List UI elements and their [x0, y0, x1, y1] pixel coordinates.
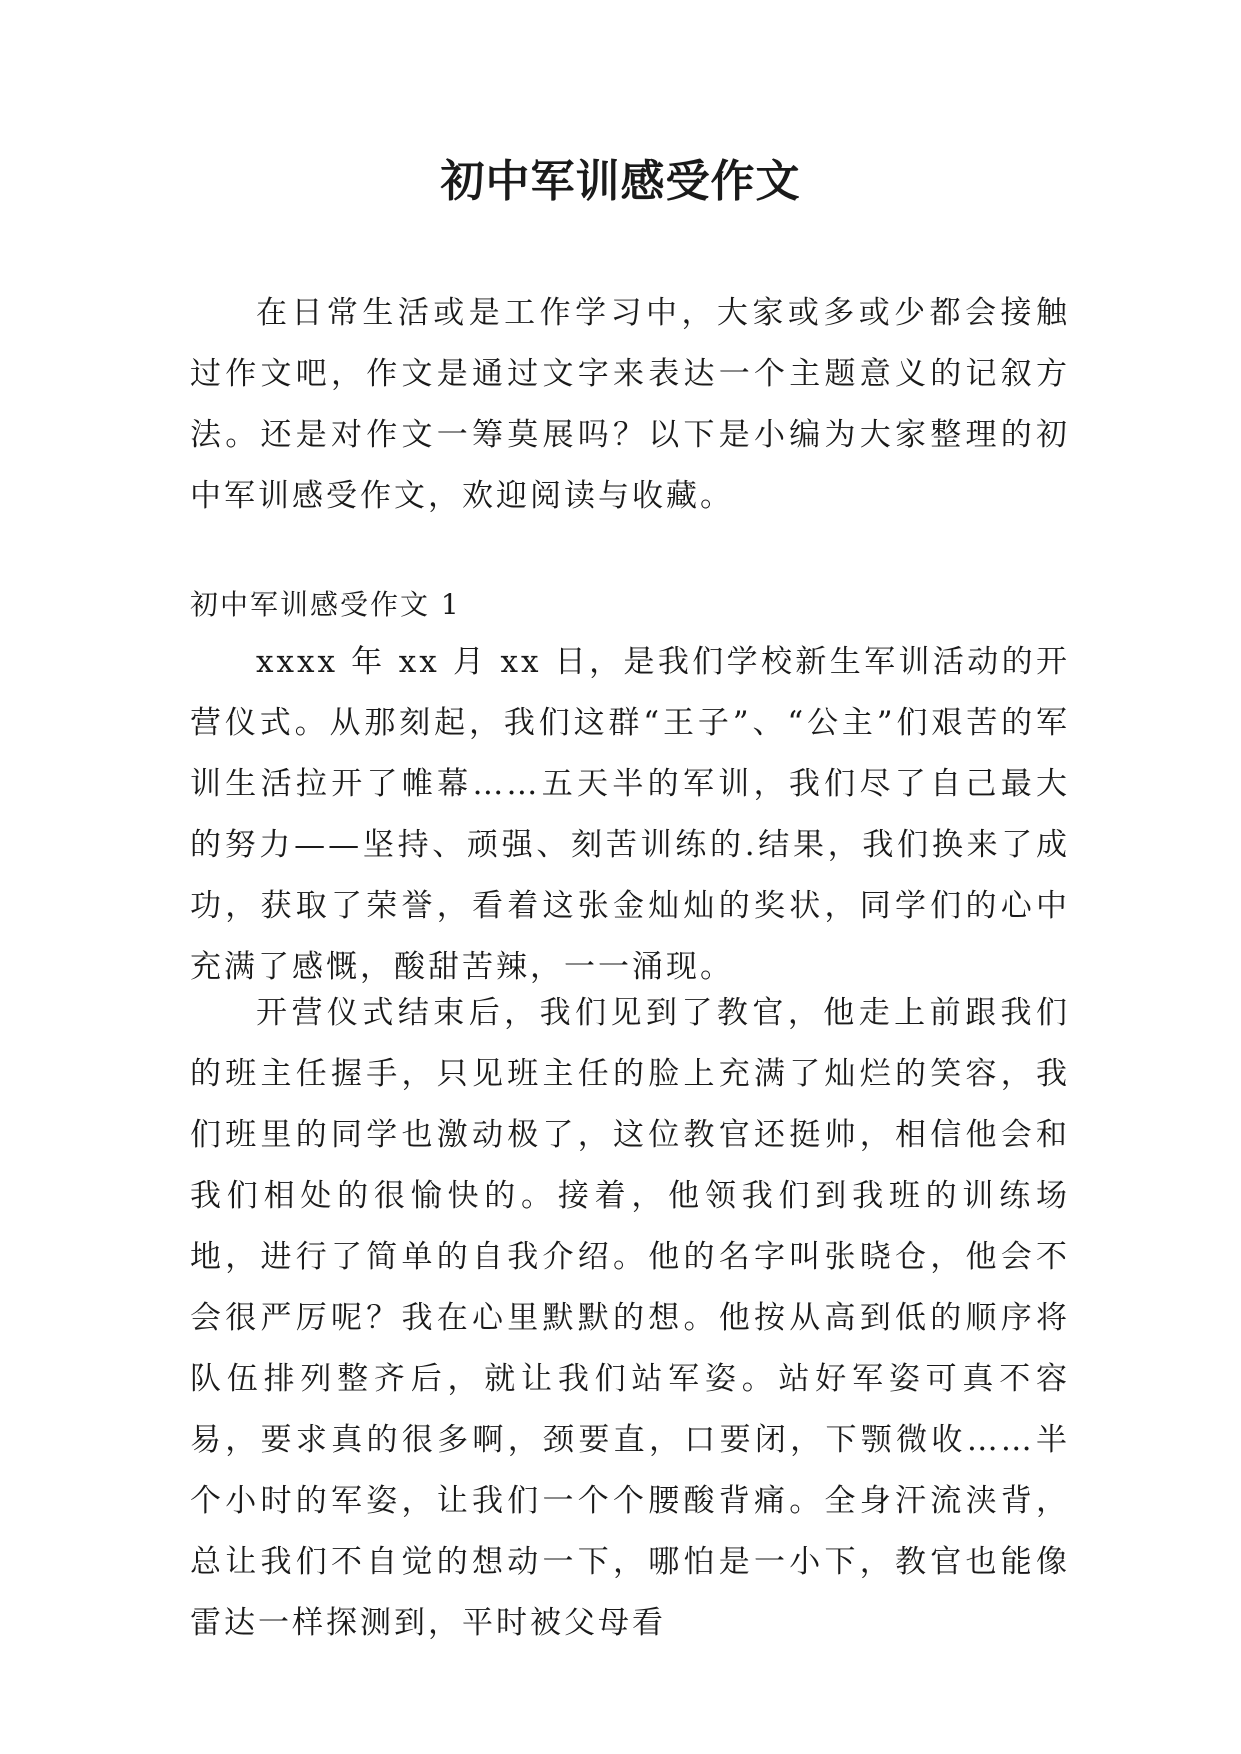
body-paragraph-2: 开营仪式结束后，我们见到了教官，他走上前跟我们的班主任握手，只见班主任的脸上充满了灿烂的笑容，我们班里的同学也激动极了，这位教官还挺帅，相信他会和我们相处的很愉快的。接着，他领我们到我班的训练场地，进行了简单的自我介绍。他的名字叫张晓仓，他会不会很严厉呢？我在心里默默的想。他按从高到低的顺序将队伍排列整齐后，就让我们站军姿。站好军姿可真不容易，要求真的很多啊，颈要直，口要闭，下颚微收……半个小时的军姿，让我们一个个腰酸背痛。全身汗流浃背，总让我们不自觉的想动一下，哪怕是一小下，教官也能像雷达一样探测到，平时被父母看	[190, 995, 1070, 1641]
intro-paragraph: 在日常生活或是工作学习中，大家或多或少都会接触过作文吧，作文是通过文字来表达一个主题意义的记叙方法。还是对作文一筹莫展吗？以下是小编为大家整理的初中军训感受作文，欢迎阅读与收藏。	[190, 295, 1070, 514]
body-paragraph-1: xxxx 年 xx 月 xx 日，是我们学校新生军训活动的开营仪式。从那刻起，我们这群“王子”、“公主”们艰苦的军训生活拉开了帷幕……五天半的军训，我们尽了自己最大的努力——坚持、顽强、刻苦训练的.结果，我们换来了成功，获取了荣誉，看着这张金灿灿的奖状，同学们的心中充满了感慨，酸甜苦辣，一一涌现。	[190, 644, 1070, 985]
section-heading: 初中军训感受作文 1	[190, 588, 461, 621]
document-title: 初中军训感受作文	[440, 156, 801, 207]
